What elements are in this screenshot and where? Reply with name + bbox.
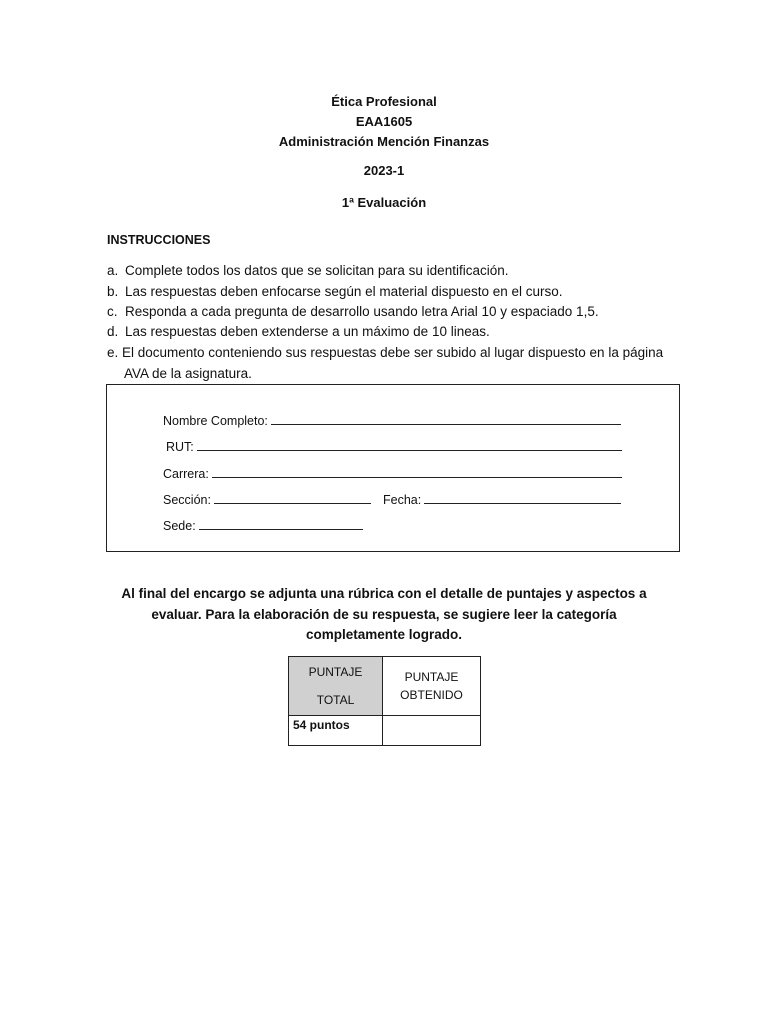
header-text: TOTAL (316, 693, 355, 707)
note-line: completamente logrado. (305, 627, 463, 642)
note-line: evaluar. Para la elaboración de su respuesta, se sugiere leer la categoría (151, 607, 617, 622)
instruction-text: El documento conteniendo sus respuestas debe ser subido al lugar dispuesto en la página (122, 345, 664, 360)
instruction-text: Responda a cada pregunta de desarrollo usando letra Arial 10 y espaciado 1,5. (125, 304, 599, 319)
name-field[interactable] (163, 413, 621, 429)
date-blank[interactable] (424, 492, 621, 504)
note-line: Al final del encargo se adjunta una rúbrica con el detalle de puntajes y aspectos a (121, 586, 647, 601)
instruction-letter: b. (107, 284, 119, 299)
rut-label: RUT: (166, 440, 194, 454)
career-field[interactable] (163, 466, 622, 482)
name-label: Nombre Completo: (163, 414, 268, 428)
campus-field[interactable] (163, 518, 363, 534)
table-header-row (289, 657, 481, 716)
date-label: Fecha: (383, 493, 422, 507)
instruction-item (107, 262, 508, 280)
term: 2023-1 (363, 163, 405, 178)
instruction-item (107, 303, 599, 321)
instruction-letter: a. (107, 263, 119, 278)
career-label: Carrera: (163, 467, 209, 481)
header-text: PUNTAJE (308, 665, 363, 679)
instruction-letter: d. (107, 324, 119, 339)
instruction-continuation: AVA de la asignatura. (124, 366, 252, 381)
header-text: OBTENIDO (400, 688, 463, 702)
course-name: Ética Profesional (331, 94, 437, 109)
instruction-text: Las respuestas deben enfocarse según el material dispuesto en el curso. (125, 284, 563, 299)
table-row (289, 716, 481, 746)
total-score-header (289, 657, 383, 716)
rut-blank[interactable] (197, 439, 622, 451)
instruction-letter: e. (107, 345, 119, 360)
obtained-score-header (383, 657, 481, 716)
instruction-letter: c. (107, 304, 118, 319)
program-name: Administración Mención Finanzas (278, 134, 490, 149)
instruction-item (107, 323, 490, 341)
section-blank[interactable] (214, 492, 371, 504)
instructions-title: INSTRUCCIONES (107, 233, 211, 247)
instruction-text: Las respuestas deben extenderse a un máximo de 10 lineas. (125, 324, 490, 339)
evaluation-title: 1ª Evaluación (341, 195, 427, 210)
campus-label: Sede: (163, 519, 196, 533)
instruction-text: Complete todos los datos que se solicitan para su identificación. (125, 263, 509, 278)
section-label: Sección: (163, 493, 211, 507)
instruction-item (107, 283, 563, 301)
score-table (288, 656, 481, 746)
total-score-value: 54 puntos (289, 716, 383, 746)
date-field[interactable] (383, 492, 621, 508)
obtained-score-value[interactable] (383, 716, 481, 746)
course-code: EAA1605 (355, 114, 413, 129)
header-text: PUNTAJE (404, 670, 459, 684)
instruction-item (107, 344, 663, 362)
name-blank[interactable] (271, 413, 621, 425)
career-blank[interactable] (212, 466, 622, 478)
section-field[interactable] (163, 492, 371, 508)
campus-blank[interactable] (199, 518, 363, 530)
rut-field[interactable] (166, 439, 622, 455)
